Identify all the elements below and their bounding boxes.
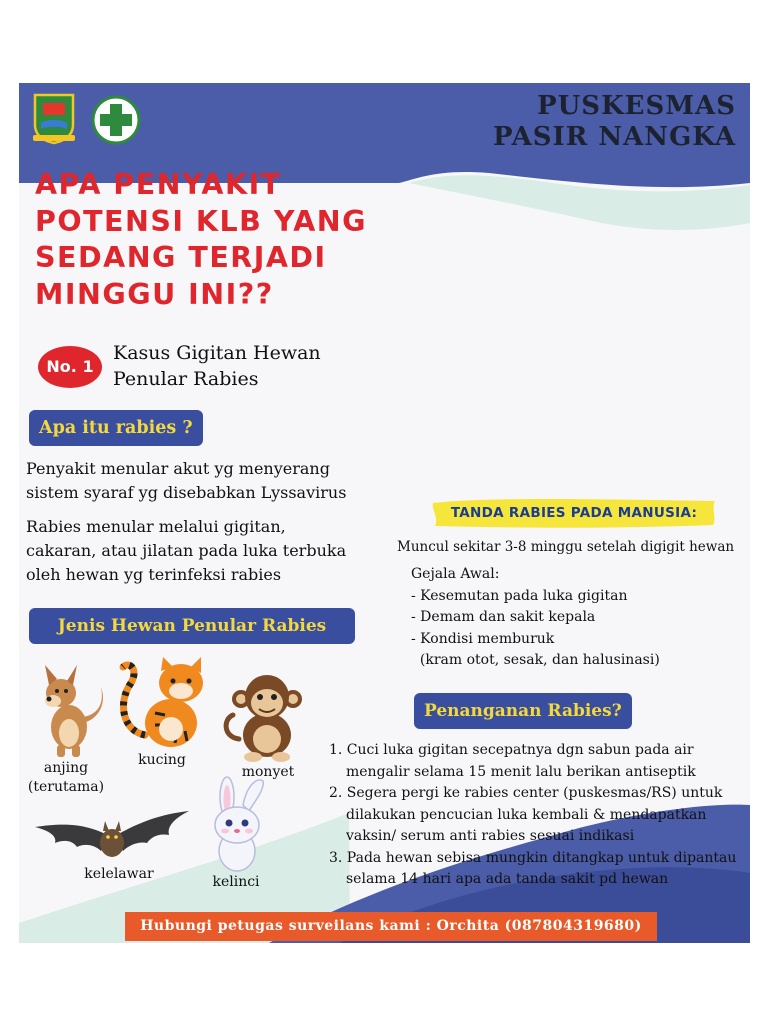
definition-line1: Penyakit menular akut yg menyerang: [26, 459, 330, 478]
handling-step: 1. Cuci luka gigitan secepatnya dgn sabun pada air mengalir selama 15 menit lalu berikan antiseptik: [329, 742, 696, 780]
handling-steps-list: [329, 740, 739, 891]
headline-line1: APA PENYAKIT: [35, 168, 282, 201]
bat-illustration: [33, 807, 191, 869]
symptom-item: (kram otot, sesak, dan halusinasi): [411, 652, 660, 668]
transmission-line2: cakaran, atau jilatan pada luka terbuka: [26, 541, 347, 560]
case-title-line1: Kasus Gigitan Hewan: [113, 342, 321, 364]
rabbit-label: kelinci: [212, 874, 260, 890]
city-emblem-logo: [31, 91, 77, 145]
case-title-line2: Penular Rabies: [113, 368, 259, 390]
health-cross-logo: [91, 95, 141, 145]
animal-types-heading: Jenis Hewan Penular Rabies: [29, 608, 355, 644]
headline-line2: POTENSI KLB YANG: [35, 204, 368, 238]
symptoms-heading-highlight: [429, 495, 719, 531]
headline: [35, 167, 455, 313]
dog-illustration: [35, 663, 109, 759]
what-is-rabies-heading: Apa itu rabies ?: [29, 410, 203, 446]
rabies-transmission: [26, 515, 406, 587]
dog-label-line1: anjing: [43, 760, 89, 776]
headline-line3: SEDANG TERJADI: [35, 241, 327, 274]
symptom-onset: Muncul sekitar 3-8 minggu setelah digigit hewan: [397, 539, 735, 555]
monkey-illustration: [219, 669, 315, 765]
headline-line4: MINGGU INI??: [35, 277, 274, 311]
symptoms-heading: TANDA RABIES PADA MANUSIA:: [450, 505, 698, 521]
handling-step: 3. Pada hewan sebisa mungkin ditangkap untuk dipantau selama 14 hari apa ada tanda sakit pd hewan: [329, 849, 737, 887]
rabies-definition: [26, 457, 406, 505]
handling-step: 2. Segera pergi ke rabies center (puskesmas/RS) untuk dilakukan pencucian luka kembali & mendapatkan vaksin/ serum anti rabies sesuai indikasi: [329, 785, 723, 844]
monkey-label: monyet: [241, 764, 295, 780]
early-symptoms-list: [411, 564, 660, 672]
org-name-line1: PUSKESMAS: [537, 91, 736, 121]
early-symptoms-heading: Gejala Awal:: [411, 566, 500, 582]
cat-illustration: [115, 653, 211, 753]
dog-label-line2: (terutama): [27, 779, 105, 795]
contact-footer: Hubungi petugas surveilans kami : Orchita (087804319680): [125, 912, 657, 941]
bat-label: kelelawar: [84, 866, 154, 882]
symptom-item: - Kesemutan pada luka gigitan: [411, 587, 628, 604]
transmission-line3: oleh hewan yg terinfeksi rabies: [26, 565, 282, 584]
handling-heading: Penanganan Rabies?: [414, 693, 632, 729]
org-name-line2: PASIR NANGKA: [492, 122, 736, 152]
dog-label: [25, 759, 107, 797]
definition-line2: sistem syaraf yg disebabkan Lyssavirus: [26, 483, 347, 502]
org-name: [493, 91, 736, 153]
symptom-item: - Kondisi memburuk: [411, 630, 555, 647]
cat-label: kucing: [138, 752, 186, 768]
poster: [19, 83, 750, 943]
case-title: [113, 340, 321, 392]
symptom-item: - Demam dan sakit kepala: [411, 609, 596, 625]
case-number-badge: No. 1: [38, 346, 102, 388]
transmission-line1: Rabies menular melalui gigitan,: [26, 517, 286, 536]
rabbit-illustration: [205, 775, 269, 875]
